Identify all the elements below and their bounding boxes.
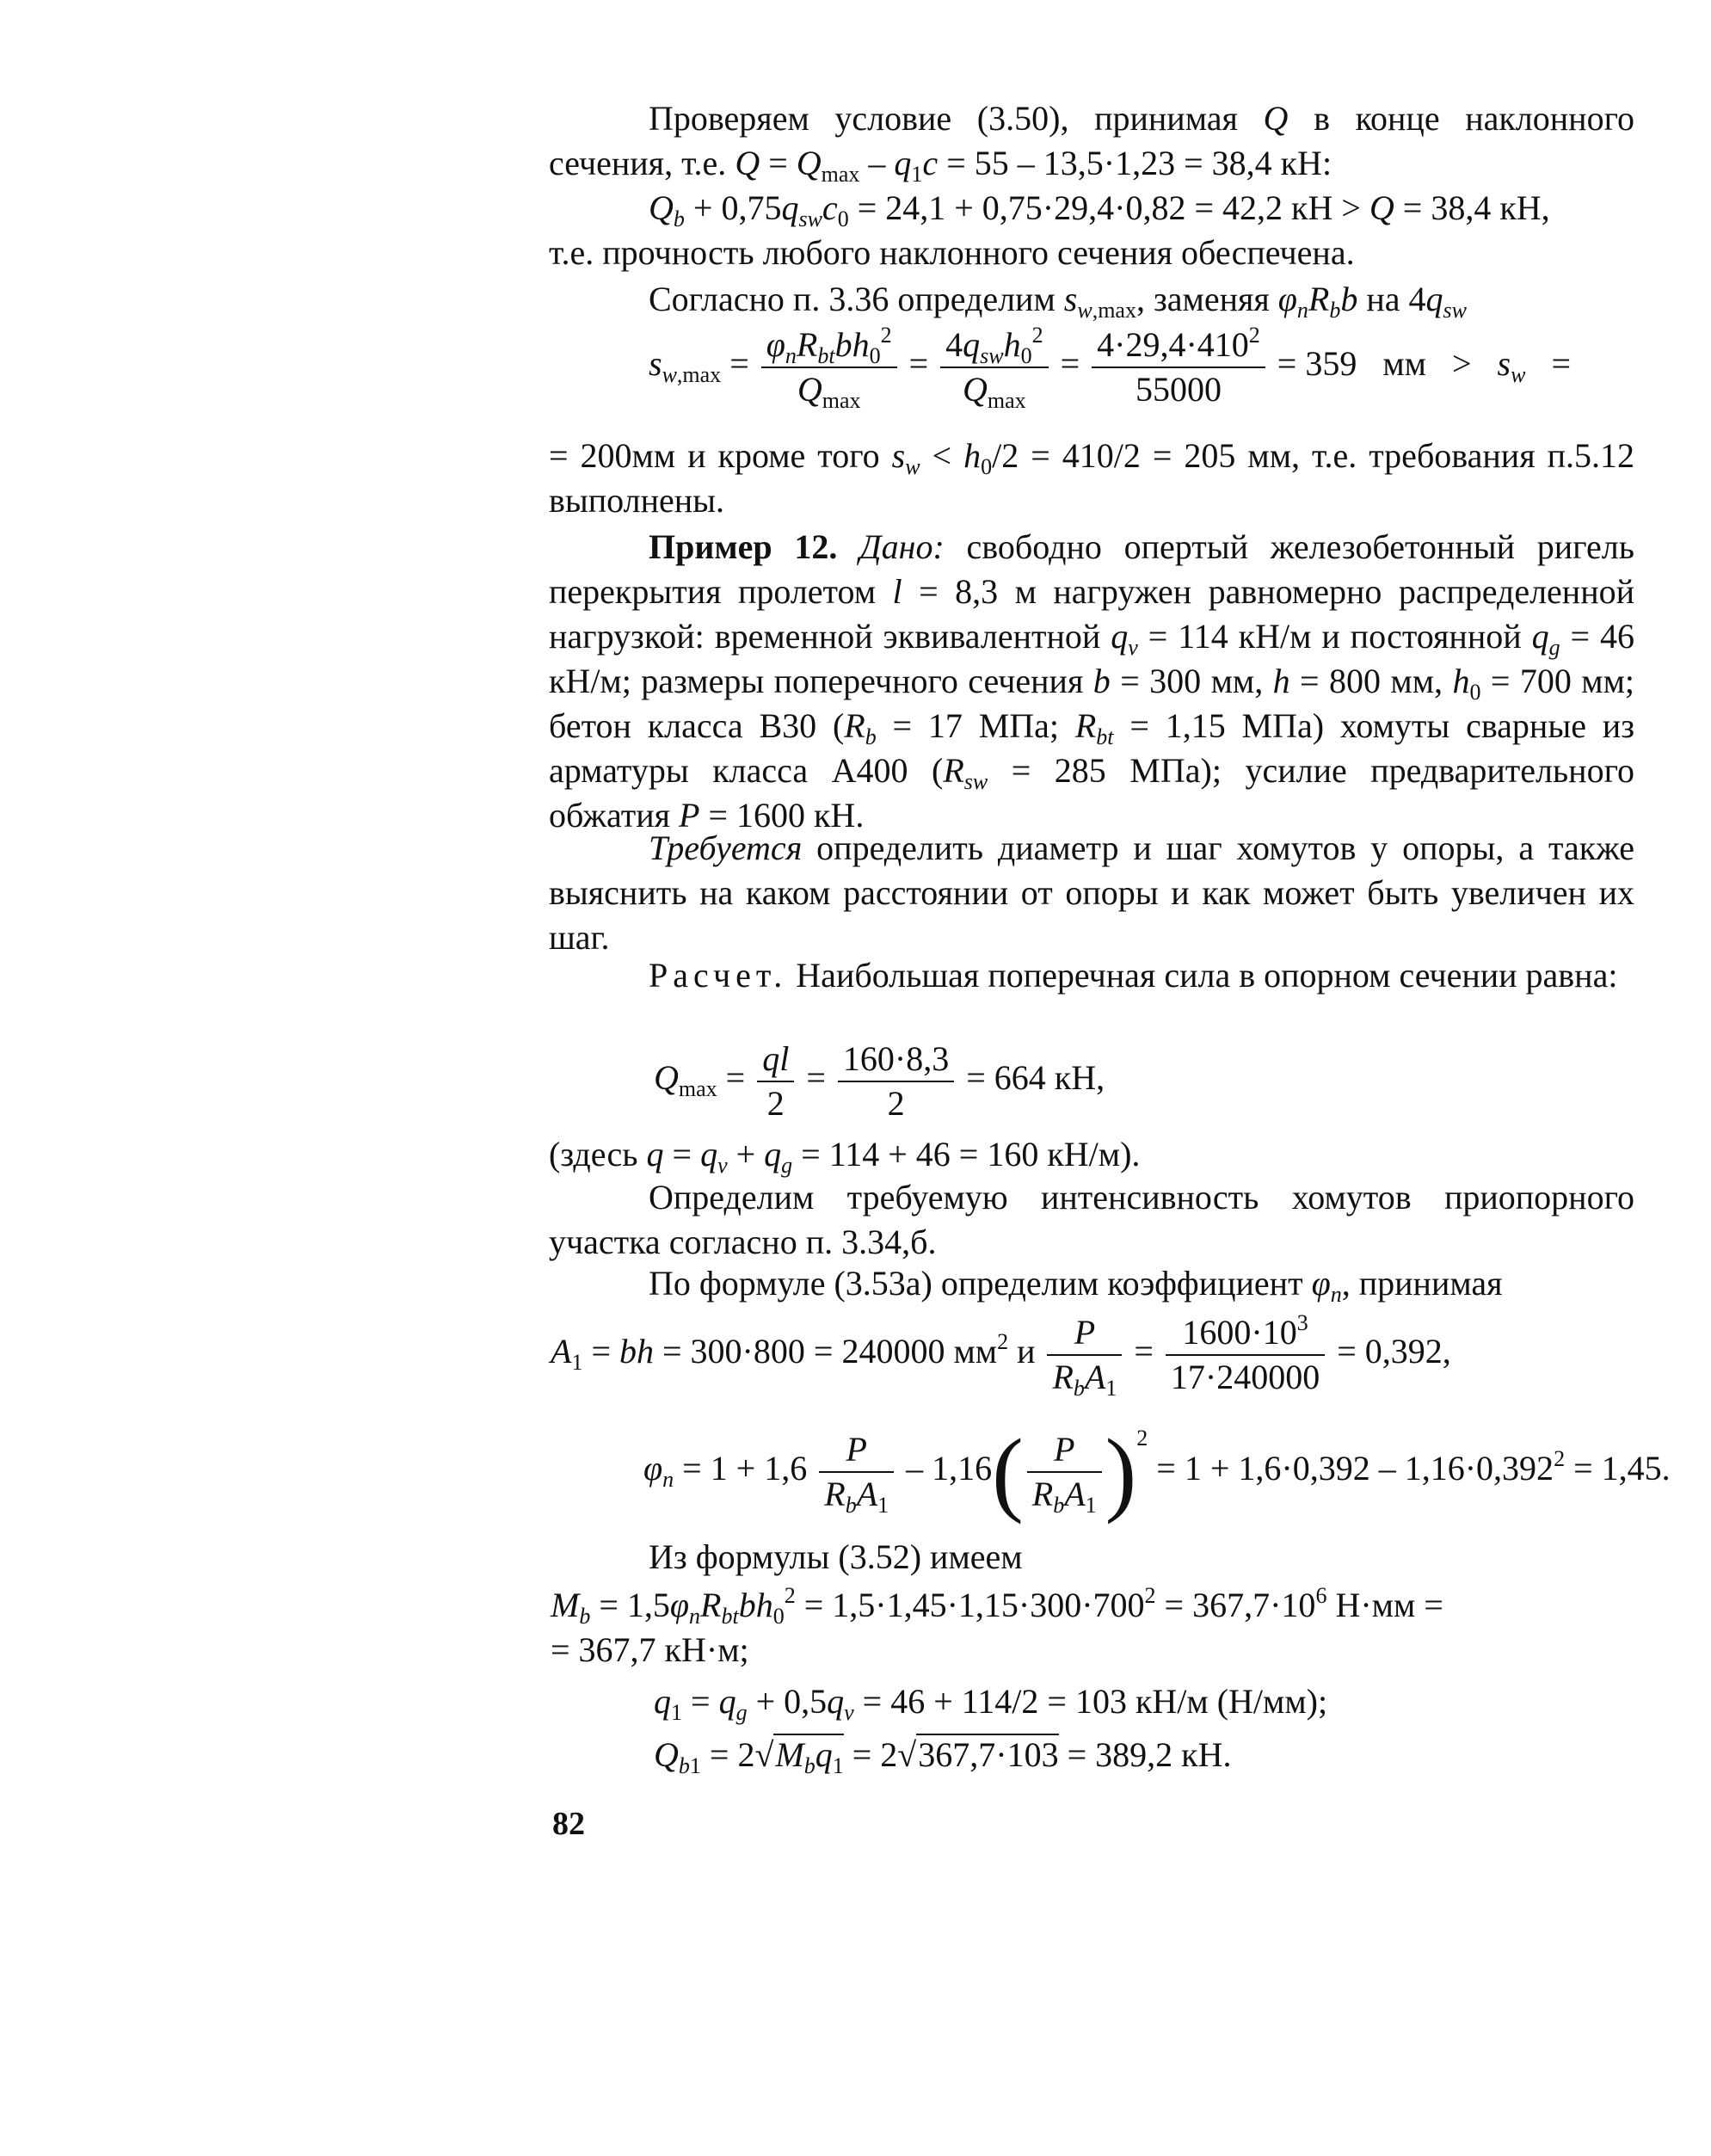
paragraph-here: [549, 1132, 1634, 1177]
equation-sw-max: $s_{w,max}$ = $\frac{\varphi_nR_{bt}bh_0^2}{Q_{max}}$ = $\frac{4q_{sw}h_0^2}{Q_{max}}$ = $\frac{4\cdot 29,4\cdot 410^2}{55000}$ = 359 мм > $s_w$ =: [649, 323, 1572, 413]
paragraph-sw-max-intro: [549, 277, 1634, 322]
fraction: $\frac{P}{R_bA_1}$: [1027, 1428, 1102, 1516]
given-label: Дано:: [859, 527, 945, 566]
text-line: Из формулы (3.52) имеем: [649, 1537, 1023, 1576]
equation-mb-result: = 367,7 кН·м;: [551, 1630, 749, 1669]
paragraph-required: [549, 826, 1634, 960]
example-heading: Пример 12.: [649, 527, 838, 566]
fraction: $\frac{4q_{sw}h_0^2}{Q_{max}}$: [940, 323, 1048, 411]
text-line: = 200мм и кроме того $s_w < h_0/2 = 410/2 = 205$ мм, т.е. требования п.5.12 выполнены.: [549, 436, 1635, 520]
fraction: $\frac{\varphi_nR_{bt}bh_0^2}{Q_{max}}$: [761, 323, 897, 411]
required-text: определить диаметр и шаг хомутов у опоры, а также выяснить на каком расстоянии от опоры и как может быть увеличен их шаг.: [549, 829, 1634, 957]
fraction: $\frac{P}{R_bA_1}$: [1047, 1311, 1122, 1399]
equation-qb-check: $Q_b + 0,75q_{sw}c_0 = 24,1 + 0,75\cdot 29,4\cdot 0,82 = 42,2$ кН > Q = 38,4 кН,: [649, 188, 1550, 231]
text-line: [549, 953, 1634, 998]
text-line: [549, 826, 1634, 960]
fraction: $\frac{1600\cdot 10^3}{17\cdot 240000}$: [1166, 1311, 1325, 1399]
text-line: Пример 12. Дано: свободно опертый железобетонный ригель перекрытия пролетом l = 8,3 м нагружен равномерно распределенной нагрузкой: временной эквивалентной $q_v = 114$ кН/м и постоянной $q_g = 46$ кН/м; размеры поперечного сечения b = 300 мм, h = 800 мм, $h_0 = 700$ мм; бетон класса В30 ($R_b = 17$ МПа; $R_{bt} = 1,15$ МПа) хомуты сварные из арматуры класса А400 ($R_{sw} = 285$ МПа); усилие предварительного обжатия P = 1600 кН.: [549, 527, 1635, 835]
page-number: 82: [552, 1806, 585, 1842]
text-line: Определим требуемую интенсивность хомутов приопорного участка согласно п. 3.34,б.: [549, 1178, 1634, 1261]
paragraph-strength: [549, 231, 1634, 275]
equation-qmax: $Q_{max}$ = $\frac{ql}{2}$ = $\frac{160\cdot 8,3}{2}$ = 664 кН,: [654, 1038, 1105, 1125]
equation-phi-n: $\varphi_n = 1 + 1,6$ $\frac{P}{R_bA_1}$ – 1,16( $\frac{P}{R_bA_1}$ )$^2 = 1 + 1,6\cdot 0,392 - 1,16\cdot 0,392^2 = 1,45$.: [643, 1420, 1671, 1525]
calc-text: Наибольшая поперечная сила в опорном сечении равна:: [787, 956, 1618, 995]
text-line: Согласно п. 3.36 определим $s_{w,max}$, заменяя $\varphi_nR_bb$ на $4q_{sw}$: [649, 280, 1467, 323]
paragraph-example-12: [549, 525, 1634, 838]
paragraph-formula-353a: [549, 1261, 1634, 1306]
text-line: т.е. прочность любого наклонного сечения обеспечена.: [549, 233, 1355, 272]
fraction: $\frac{160\cdot 8,3}{2}$: [838, 1038, 954, 1125]
required-label: Требуется: [649, 829, 803, 867]
paragraph-calculation: [549, 953, 1634, 998]
paragraph-intensity: [549, 1175, 1634, 1265]
text-line: По формуле (3.53а) определим коэффициент $\varphi_n$, принимая: [649, 1264, 1503, 1307]
equation-a1: $A_1$ = bh = 300·800 = 240000 $мм^2$ и $\frac{P}{R_bA_1}$ = $\frac{1600\cdot 10^3}{17\cdot 240000}$ = 0,392,: [551, 1310, 1451, 1401]
text-line: (здесь $q = q_v + q_g = 114 + 46 = 160$ кН/м).: [549, 1135, 1141, 1178]
paragraph-check-condition: [549, 96, 1634, 186]
fraction: $\frac{ql}{2}$: [757, 1038, 794, 1125]
fraction: $\frac{4\cdot 29,4\cdot 410^2}{55000}$: [1092, 323, 1265, 411]
text-line: Проверяем условие (3.50), принимая Q в конце наклонного сечения, т.е. $Q = Q_{max} - q_1c = 55 - 13,5\cdot 1,23 = 38,4$ кН:: [549, 99, 1634, 187]
calc-heading: Расчет.: [649, 956, 788, 995]
equation-qb1: $Q_{b1} = 2√M_bq_1 = 2√367,7\cdot 103 = 389,2$ кН.: [654, 1735, 1232, 1778]
paragraph-from-352: [549, 1535, 1634, 1580]
equation-q1: $q_1 = q_g + 0,5q_v = 46 + 114/2 = 103$ кН/м (Н/мм);: [654, 1682, 1328, 1725]
fraction: $\frac{P}{R_bA_1}$: [819, 1428, 894, 1516]
equation-mb: $M_b = 1,5\varphi_nR_{bt}bh_0^2 = 1,5\cdot 1,45\cdot 1,15\cdot 300\cdot 700^2 = 367,7\cdot 10^6$ Н·мм =: [551, 1583, 1443, 1629]
paragraph-sw-requirements: [549, 434, 1634, 523]
